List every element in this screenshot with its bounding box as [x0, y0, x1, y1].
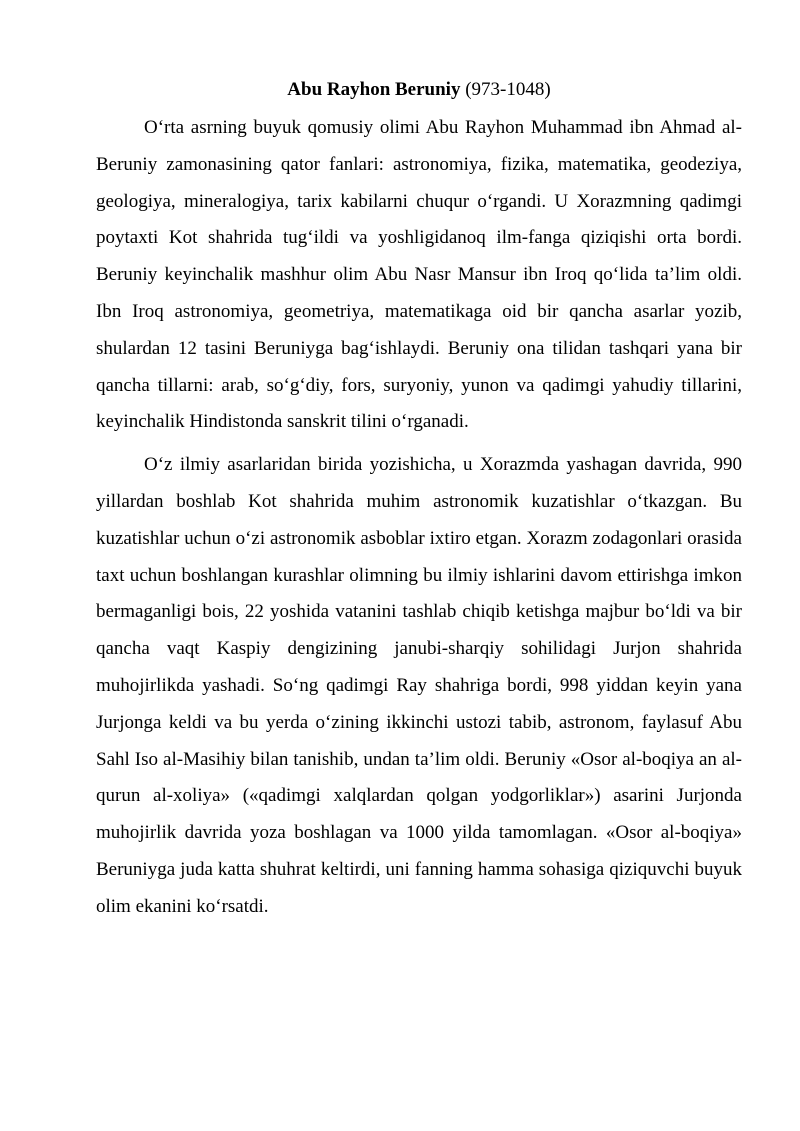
paragraph-1: O‘rta asrning buyuk qomusiy olimi Abu Rayhon Muhammad ibn Ahmad al-Beruniy zamonasining qator fanlari: astronomiya, fizika, matematika, geodeziya, geologiya, mineralogiya, tarix kabilarni chuqur o‘rgandi. U Xorazmning qadimgi poytaxti Kot shahrida tug‘ildi va yoshligidanoq ilm-fanga qiziqishi orta bordi. Beruniy keyinchalik mashhur olim Abu Nasr Mansur ibn Iroq qo‘lida ta’lim oldi. Ibn Iroq astronomiya, geometriya, matematikaga oid bir qancha asarlar yozib, shulardan 12 tasini Beruniyga bag‘ishlaydi. Beruniy ona tilidan tashqari yana bir qancha tillarni: arab, so‘g‘diy, fors, suryoniy, yunon va qadimgi yahudiy tillarini, keyinchalik Hindistonda sanskrit tilini o‘rganadi. [96, 117, 742, 433]
page-title [96, 72, 742, 108]
document-page [96, 72, 742, 926]
title-years: (973-1048) [465, 79, 551, 100]
title-name: Abu Rayhon Beruniy [287, 79, 461, 100]
paragraph-2: O‘z ilmiy asarlaridan birida yozishicha, u Xorazmda yashagan davrida, 990 yillardan boshlab Kot shahrida muhim astronomik kuzatishlar o‘tkazgan. Bu kuzatishlar uchun o‘zi astronomik asboblar ixtiro etgan. Xorazm zodagonlari orasida taxt uchun boshlangan kurashlar olimning bu ilmiy ishlarini davom ettirishga imkon bermaganligi bois, 22 yoshida vatanini tashlab chiqib ketishga majbur bo‘ldi va bir qancha vaqt Kaspiy dengizining janubi-sharqiy sohilidagi Jurjon shahrida muhojirlikda yashadi. So‘ng qadimgi Ray shahriga bordi, 998 yiddan keyin yana Jurjonga keldi va bu yerda o‘zining ikkinchi ustozi tabib, astronom, faylasuf Abu Sahl Iso al-Masihiy bilan tanishib, undan ta’lim oldi. Beruniy «Osor al-boqiya an al-qurun al-xoliya» («qadimgi xalqlardan qolgan yodgorliklar») asarini Jurjonda muhojirlik davrida yoza boshlagan va 1000 yilda tamomlagan. «Osor al-boqiya» Beruniyga juda katta shuhrat keltirdi, uni fanning hamma sohasiga qiziquvchi buyuk olim ekanini ko‘rsatdi. [96, 454, 742, 917]
